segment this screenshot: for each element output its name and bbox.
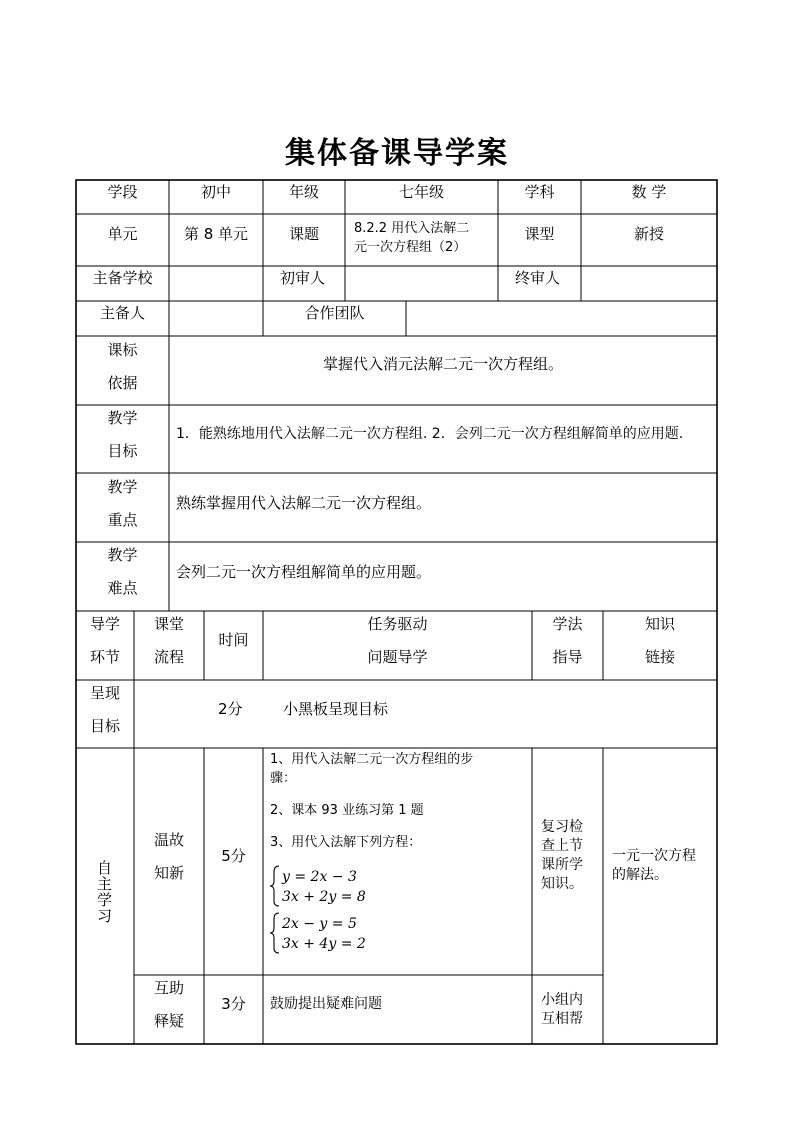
equation-1a: y = 2x − 3 (282, 869, 357, 885)
chengxian-text: 小黑板呈现目标 (283, 700, 389, 718)
page-title: 集体备课导学案 (285, 136, 509, 171)
zhongdian-text: 熟练掌握用代入法解二元一次方程组。 (176, 494, 432, 512)
label-xueke: 学科 (524, 183, 555, 201)
header-zhishi-2: 链接 (644, 648, 675, 666)
label-chengxian-2: 目标 (89, 717, 120, 735)
nandian-text: 会列二元一次方程组解简单的应用题。 (176, 563, 432, 581)
label-keti: 课题 (288, 225, 319, 243)
label-wengu-2: 知新 (153, 864, 184, 882)
wengu-task1-line2: 骤： (270, 771, 297, 786)
header-renwu-2: 问题导学 (367, 648, 428, 666)
label-nianji: 年级 (288, 183, 319, 201)
header-xuefa-1: 学法 (552, 615, 583, 633)
label-zhongdian-1: 教学 (107, 478, 138, 496)
header-daoxue-2: 环节 (89, 648, 120, 666)
label-xueduan: 学段 (107, 183, 138, 201)
wengu-task1-line1: 1、用代入法解二元一次方程组的步 (270, 752, 474, 767)
brace-1 (270, 866, 279, 906)
wengu-zhishi-line1: 一元一次方程 (612, 848, 696, 864)
equation-2b: 3x + 4y = 2 (282, 936, 366, 952)
header-ketang-2: 流程 (153, 648, 184, 666)
header-daoxue-1: 导学 (89, 615, 120, 633)
label-nandian-1: 教学 (107, 546, 138, 564)
value-danyuan: 第 8 单元 (183, 225, 249, 243)
brace-2 (270, 913, 279, 953)
equation-2a: 2x − y = 5 (282, 916, 357, 932)
header-shijian: 时间 (218, 631, 249, 649)
wengu-task3: 3、用代入法解下列方程： (270, 835, 422, 850)
value-keti-line2: 元一次方程组（2） (354, 240, 467, 255)
value-xueduan: 初中 (200, 183, 231, 201)
label-mubiao-1: 教学 (107, 409, 138, 427)
huzhu-xuefa-line2: 互相帮 (541, 1011, 583, 1027)
wengu-xuefa-line1: 复习检 (541, 819, 583, 835)
value-kexing: 新授 (633, 225, 664, 243)
label-nandian-2: 难点 (107, 579, 138, 597)
kebiao-text: 掌握代入消元法解二元一次方程组。 (322, 355, 563, 373)
huzhu-xuefa-line1: 小组内 (541, 992, 583, 1008)
value-nianji: 七年级 (398, 183, 444, 201)
mubiao-text: 1．能熟练地用代入法解二元一次方程组. 2．会列二元一次方程组解简单的应用题. (176, 426, 684, 442)
header-renwu-1: 任务驱动 (367, 615, 428, 633)
label-zhubeiren: 主备人 (99, 304, 145, 322)
wengu-xuefa-line3: 课所学 (541, 857, 583, 873)
wengu-zhishi-line2: 的解法。 (612, 867, 668, 883)
label-danyuan: 单元 (107, 225, 138, 243)
label-huzhu-2: 释疑 (153, 1012, 184, 1030)
chengxian-time: 2分 (218, 700, 243, 718)
label-huzhu-1: 互助 (153, 979, 184, 997)
value-xueke: 数 学 (631, 183, 667, 201)
header-ketang-1: 课堂 (153, 615, 184, 633)
wengu-time: 5分 (221, 847, 246, 865)
label-wengu-1: 温故 (153, 831, 184, 849)
label-zizhu-xuexi: 自主学习 (95, 860, 113, 924)
header-xuefa-2: 指导 (552, 648, 583, 666)
label-zhongshen: 终审人 (515, 269, 561, 287)
value-keti-line1: 8.2.2 用代入法解二 (354, 221, 470, 236)
wengu-task2: 2、课本 93 业练习第 1 题 (270, 803, 424, 818)
label-hezuo: 合作团队 (304, 304, 365, 322)
label-kexing: 课型 (524, 225, 555, 243)
label-kebiao-2: 依据 (107, 374, 138, 392)
huzhu-text: 鼓励提出疑难问题 (270, 996, 382, 1012)
label-mubiao-2: 目标 (107, 442, 138, 460)
header-zhishi-1: 知识 (644, 615, 675, 633)
wengu-xuefa-line2: 查上节 (541, 838, 583, 854)
huzhu-time: 3分 (221, 995, 246, 1013)
label-zhubei-school: 主备学校 (92, 269, 153, 287)
label-chushen: 初审人 (280, 269, 326, 287)
label-kebiao-1: 课标 (107, 341, 138, 359)
wengu-xuefa-line4: 知识。 (541, 876, 583, 892)
label-chengxian-1: 呈现 (89, 684, 120, 702)
equation-1b: 3x + 2y = 8 (282, 889, 366, 905)
label-zhongdian-2: 重点 (107, 511, 138, 529)
